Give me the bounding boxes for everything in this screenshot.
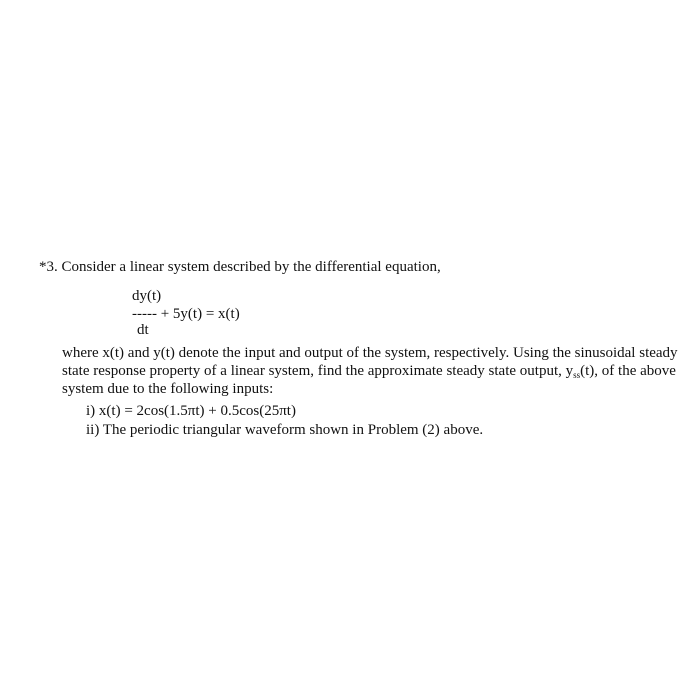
input-list <box>86 402 483 440</box>
problem-heading: *3. Consider a linear system described by the differential equation, <box>39 259 441 275</box>
paragraph-line-2 <box>62 362 678 380</box>
paragraph-line-2-start: state response property of a linear system, find the approximate steady state output, y <box>62 363 574 379</box>
equation-numerator: dy(t) <box>132 288 162 304</box>
steady-state-subscript: ss <box>573 370 581 380</box>
equation-denominator: dt <box>137 322 149 338</box>
paragraph-line-2-end: (t), of the above <box>580 363 676 379</box>
list-item: ii) The periodic triangular waveform shown in Problem (2) above. <box>86 422 484 438</box>
paragraph-line-1: where x(t) and y(t) denote the input and output of the system, respectively. Using the sinusoidal steady <box>62 345 678 361</box>
list-item: i) x(t) = 2cos(1.5πt) + 0.5cos(25πt) <box>86 403 296 419</box>
paragraph-line-3: system due to the following inputs: <box>62 381 274 397</box>
equation-body: ----- + 5y(t) = x(t) <box>132 306 240 322</box>
problem-paragraph <box>62 344 678 398</box>
